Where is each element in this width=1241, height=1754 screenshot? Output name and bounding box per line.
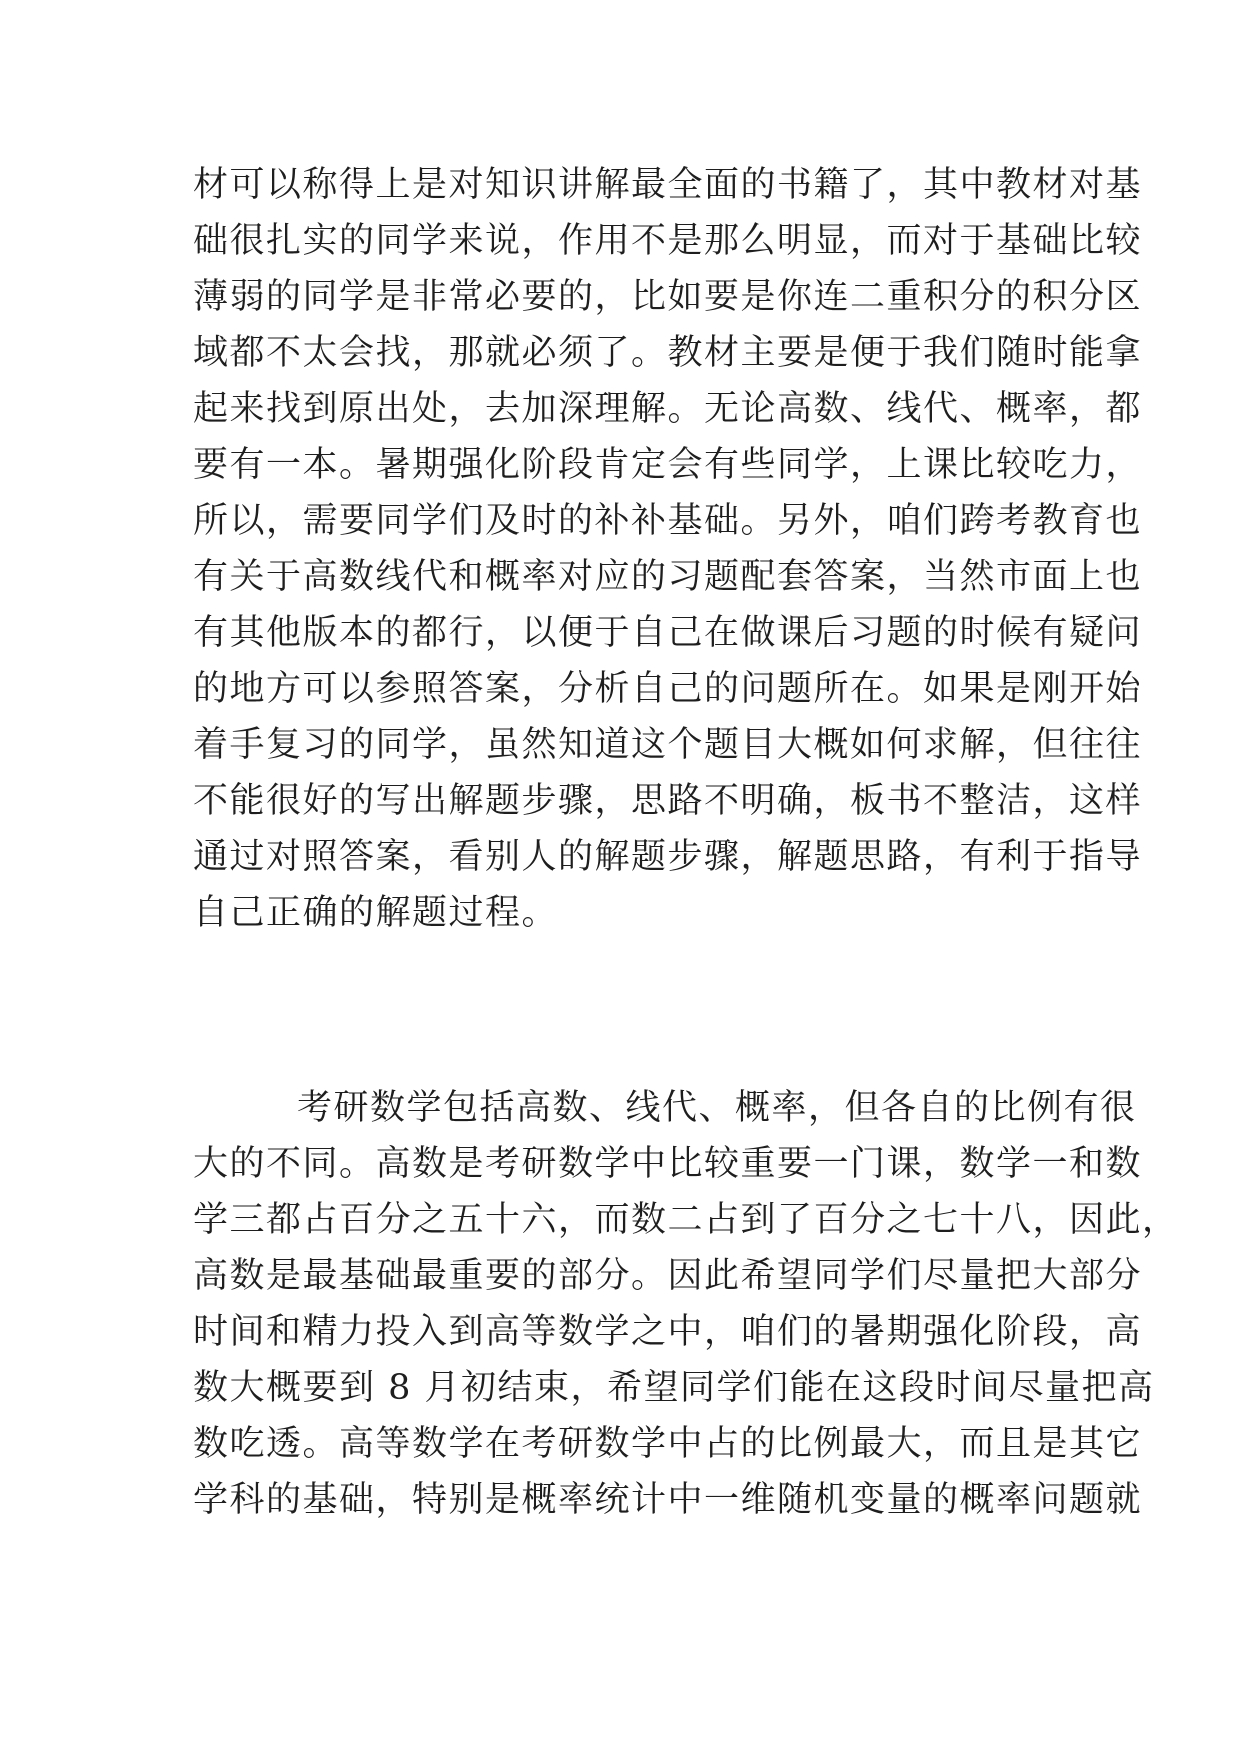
text-line: 薄弱的同学是非常必要的，比如要是你连二重积分的积分区 <box>193 277 1143 317</box>
text-line: 学科的基础，特别是概率统计中一维随机变量的概率问题就 <box>193 1480 1143 1520</box>
text-line: 起来找到原出处，去加深理解。无论高数、线代、概率，都 <box>193 389 1143 429</box>
text-line: 大的不同。高数是考研数学中比较重要一门课，数学一和数 <box>193 1144 1143 1184</box>
text-line: 要有一本。暑期强化阶段肯定会有些同学，上课比较吃力， <box>193 445 1143 485</box>
text-line: 着手复习的同学，虽然知道这个题目大概如何求解，但往往 <box>193 725 1143 765</box>
text-line: 域都不太会找，那就必须了。教材主要是便于我们随时能拿 <box>193 333 1143 373</box>
text-line: 时间和精力投入到高等数学之中，咱们的暑期强化阶段，高 <box>193 1312 1143 1352</box>
text-line: 的地方可以参照答案，分析自己的问题所在。如果是刚开始 <box>193 669 1143 709</box>
text-line: 通过对照答案，看别人的解题步骤，解题思路，有利于指导 <box>193 837 1143 877</box>
text-line: 础很扎实的同学来说，作用不是那么明显，而对于基础比较 <box>193 221 1143 261</box>
text-line: 考研数学包括高数、线代、概率，但各自的比例有很 <box>297 1088 1137 1128</box>
text-line: 数大概要到 8 月初结束，希望同学们能在这段时间尽量把高 <box>193 1368 1155 1408</box>
text-line: 数吃透。高等数学在考研数学中占的比例最大，而且是其它 <box>193 1424 1143 1464</box>
text-line: 不能很好的写出解题步骤，思路不明确，板书不整洁，这样 <box>193 781 1143 821</box>
text-line: 自己正确的解题过程。 <box>193 893 559 933</box>
text-line: 高数是最基础最重要的部分。因此希望同学们尽量把大部分 <box>193 1256 1143 1296</box>
text-line: 所以，需要同学们及时的补补基础。另外，咱们跨考教育也 <box>193 501 1143 541</box>
text-line: 有关于高数线代和概率对应的习题配套答案，当然市面上也 <box>193 557 1143 597</box>
text-line: 学三都占百分之五十六，而数二占到了百分之七十八，因此， <box>193 1200 1179 1240</box>
text-line: 有其他版本的都行，以便于自己在做课后习题的时候有疑问 <box>193 613 1143 653</box>
text-line: 材可以称得上是对知识讲解最全面的书籍了，其中教材对基 <box>193 165 1143 205</box>
